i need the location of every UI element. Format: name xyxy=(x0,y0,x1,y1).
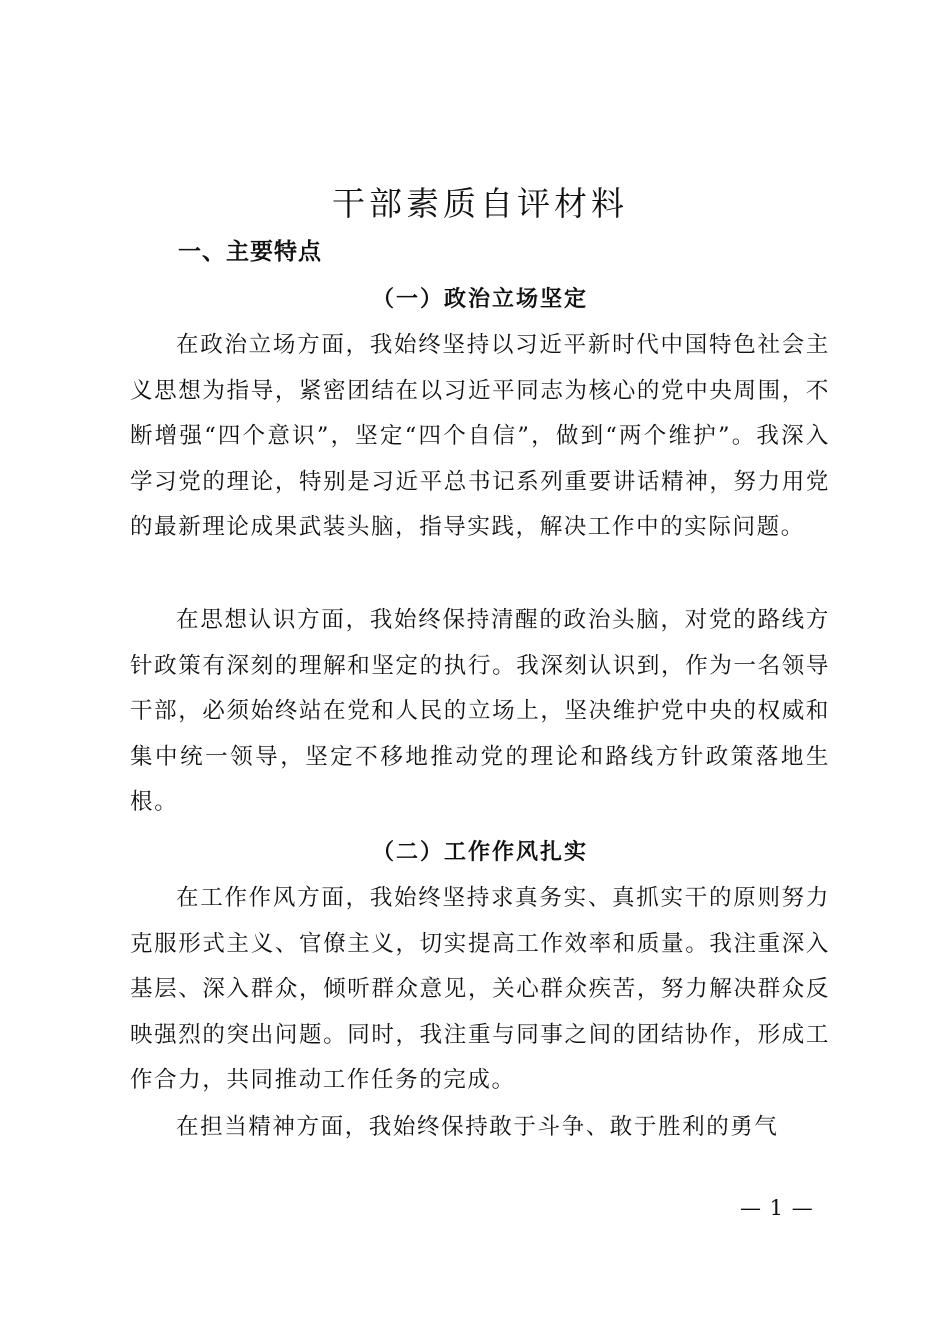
paragraph-responsibility-spirit: 在担当精神方面，我始终保持敢于斗争、敢于胜利的勇气 xyxy=(176,1114,779,1140)
subsection-heading-work-style: （二）工作作风扎实 xyxy=(371,839,588,865)
section-heading-main-features: 一、主要特点 xyxy=(178,239,322,265)
page-number: — 1 — xyxy=(740,1196,814,1220)
paragraph-work-style: 在工作作风方面，我始终坚持求真务实、真抓实干的原则努力克服形式主义、官僚主义，切实提高工作效率和质量。我注重深入基层、深入群众，倾听群众意见，关心群众疾苦，努力解决群众反映强烈的突出问题。同时，我注重与同事之间的团结协作，形成工作合力，共同推动工作任务的完成。 xyxy=(130,885,830,1094)
subsection-heading-political-stance: （一）政治立场坚定 xyxy=(371,286,588,312)
paragraph-political-stance: 在政治立场方面，我始终坚持以习近平新时代中国特色社会主义思想为指导，紧密团结在以习近平同志为核心的党中央周围，不断增强“四个意识”，坚定“四个自信”，做到“两个维护”。我深入学习党的理论，特别是习近平总书记系列重要讲话精神，努力用党的最新理论成果武装头脑，指导实践，解决工作中的实际问题。 xyxy=(130,332,830,541)
paragraph-ideological-understanding: 在思想认识方面，我始终保持清醒的政治头脑，对党的路线方针政策有深刻的理解和坚定的执行。我深刻认识到，作为一名领导干部，必须始终站在党和人民的立场上，坚决维护党中央的权威和集中统一领导，坚定不移地推动党的理论和路线方针政策落地生根。 xyxy=(130,607,830,816)
document-title: 干部素质自评材料 xyxy=(332,184,628,223)
